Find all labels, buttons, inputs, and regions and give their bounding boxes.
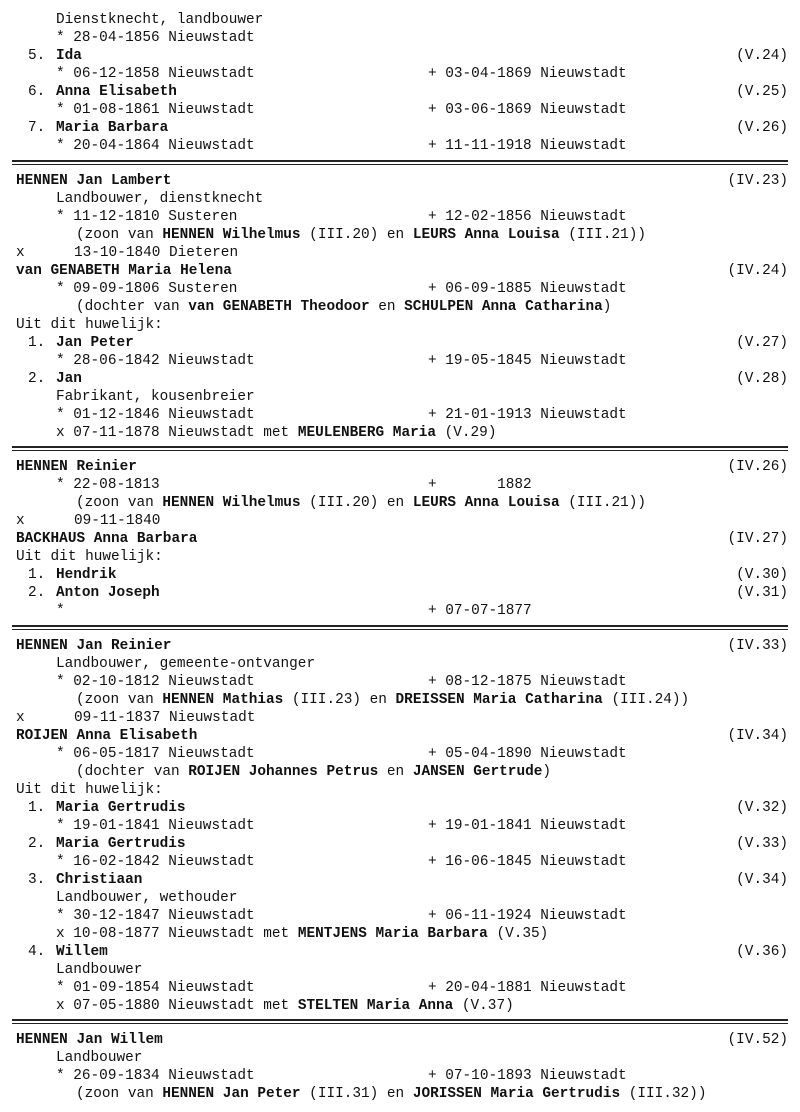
child-dates: * 01-09-1854 Nieuwstadt + 20-04-1881 Nieuwstadt (56, 980, 627, 996)
child-dates: * 30-12-1847 Nieuwstadt + 06-11-1924 Nieuwstadt (56, 908, 627, 924)
parents-line: (zoon van HENNEN Jan Peter (III.31) en JORISSEN Maria Gertrudis (III.32)) (76, 1086, 707, 1102)
child-occupation: Landbouwer (56, 962, 143, 978)
section-divider (12, 160, 788, 165)
entry-head: HENNEN Reinier (IV.26) (16, 459, 788, 475)
entry-line: Landbouwer (56, 1050, 143, 1066)
child-marriage: x 10-08-1877 Nieuwstadt met MENTJENS Maria Barbara (V.35) (56, 926, 549, 942)
child-line: 2. Maria Gertrudis (V.33) (28, 836, 788, 852)
entry-head: HENNEN Jan Reinier (IV.33) (16, 638, 788, 654)
children-heading: Uit dit huwelijk: (16, 317, 163, 333)
child-marriage: x 07-11-1878 Nieuwstadt met MEULENBERG Maria (V.29) (56, 425, 497, 441)
spouse-parents: (dochter van ROIJEN Johannes Petrus en JANSEN Gertrude) (76, 764, 551, 780)
child-line: 7. Maria Barbara (V.26) (28, 120, 788, 136)
entry-head: HENNEN Jan Willem (IV.52) (16, 1032, 788, 1048)
child-dates: * 19-01-1841 Nieuwstadt + 19-01-1841 Nieuwstadt (56, 818, 627, 834)
parents-line: (zoon van HENNEN Wilhelmus (III.20) en LEURS Anna Louisa (III.21)) (76, 227, 646, 243)
child-dates: * 06-12-1858 Nieuwstadt + 03-04-1869 Nieuwstadt (56, 66, 627, 82)
child-line: 1. Hendrik (V.30) (28, 567, 788, 583)
spouse-head: ROIJEN Anna Elisabeth (IV.34) (16, 728, 788, 744)
child-line: 5. Ida (V.24) (28, 48, 788, 64)
spouse-head: van GENABETH Maria Helena (IV.24) (16, 263, 788, 279)
children-heading: Uit dit huwelijk: (16, 549, 163, 565)
child-dates: * + 07-07-1877 (56, 603, 532, 619)
child-line: 1. Jan Peter (V.27) (28, 335, 788, 351)
spouse-dates: * 09-09-1806 Susteren + 06-09-1885 Nieuwstadt (56, 281, 627, 297)
entry-dates: * 11-12-1810 Susteren + 12-02-1856 Nieuwstadt (56, 209, 627, 225)
marriage-line: x 13-10-1840 Dieteren (16, 245, 239, 261)
spouse-head: BACKHAUS Anna Barbara (IV.27) (16, 531, 788, 547)
entry-line: * 28-04-1856 Nieuwstadt (56, 30, 255, 46)
child-dates: * 16-02-1842 Nieuwstadt + 16-06-1845 Nieuwstadt (56, 854, 627, 870)
parents-line: (zoon van HENNEN Wilhelmus (III.20) en LEURS Anna Louisa (III.21)) (76, 495, 646, 511)
child-line: 2. Anton Joseph (V.31) (28, 585, 788, 601)
child-dates: * 01-12-1846 Nieuwstadt + 21-01-1913 Nieuwstadt (56, 407, 627, 423)
entry-line: Landbouwer, gemeente-ontvanger (56, 656, 316, 672)
child-dates: * 28-06-1842 Nieuwstadt + 19-05-1845 Nieuwstadt (56, 353, 627, 369)
child-line: 2. Jan (V.28) (28, 371, 788, 387)
child-line: 4. Willem (V.36) (28, 944, 788, 960)
child-dates: * 20-04-1864 Nieuwstadt + 11-11-1918 Nieuwstadt (56, 138, 627, 154)
parents-line: (zoon van HENNEN Mathias (III.23) en DREISSEN Maria Catharina (III.24)) (76, 692, 690, 708)
marriage-line: x 09-11-1840 (16, 513, 161, 529)
entry-dates: * 02-10-1812 Nieuwstadt + 08-12-1875 Nieuwstadt (56, 674, 627, 690)
child-line: 1. Maria Gertrudis (V.32) (28, 800, 788, 816)
spouse-parents: (dochter van van GENABETH Theodoor en SCHULPEN Anna Catharina) (76, 299, 612, 315)
spouse-dates: * 06-05-1817 Nieuwstadt + 05-04-1890 Nieuwstadt (56, 746, 627, 762)
child-line: 6. Anna Elisabeth (V.25) (28, 84, 788, 100)
section-divider (12, 446, 788, 451)
entry-head: HENNEN Jan Lambert (IV.23) (16, 173, 788, 189)
marriage-line: x 09-11-1837 Nieuwstadt (16, 710, 256, 726)
children-heading: Uit dit huwelijk: (16, 782, 163, 798)
entry-line: Dienstknecht, landbouwer (56, 12, 264, 28)
child-dates: * 01-08-1861 Nieuwstadt + 03-06-1869 Nieuwstadt (56, 102, 627, 118)
child-occupation: Landbouwer, wethouder (56, 890, 238, 906)
child-occupation: Fabrikant, kousenbreier (56, 389, 255, 405)
child-line: 3. Christiaan (V.34) (28, 872, 788, 888)
section-divider (12, 625, 788, 630)
entry-dates: * 26-09-1834 Nieuwstadt + 07-10-1893 Nieuwstadt (56, 1068, 627, 1084)
child-marriage: x 07-05-1880 Nieuwstadt met STELTEN Maria Anna (V.37) (56, 998, 514, 1014)
section-divider (12, 1019, 788, 1024)
entry-line: Landbouwer, dienstknecht (56, 191, 264, 207)
entry-dates: * 22-08-1813 + 1882 (56, 477, 532, 493)
